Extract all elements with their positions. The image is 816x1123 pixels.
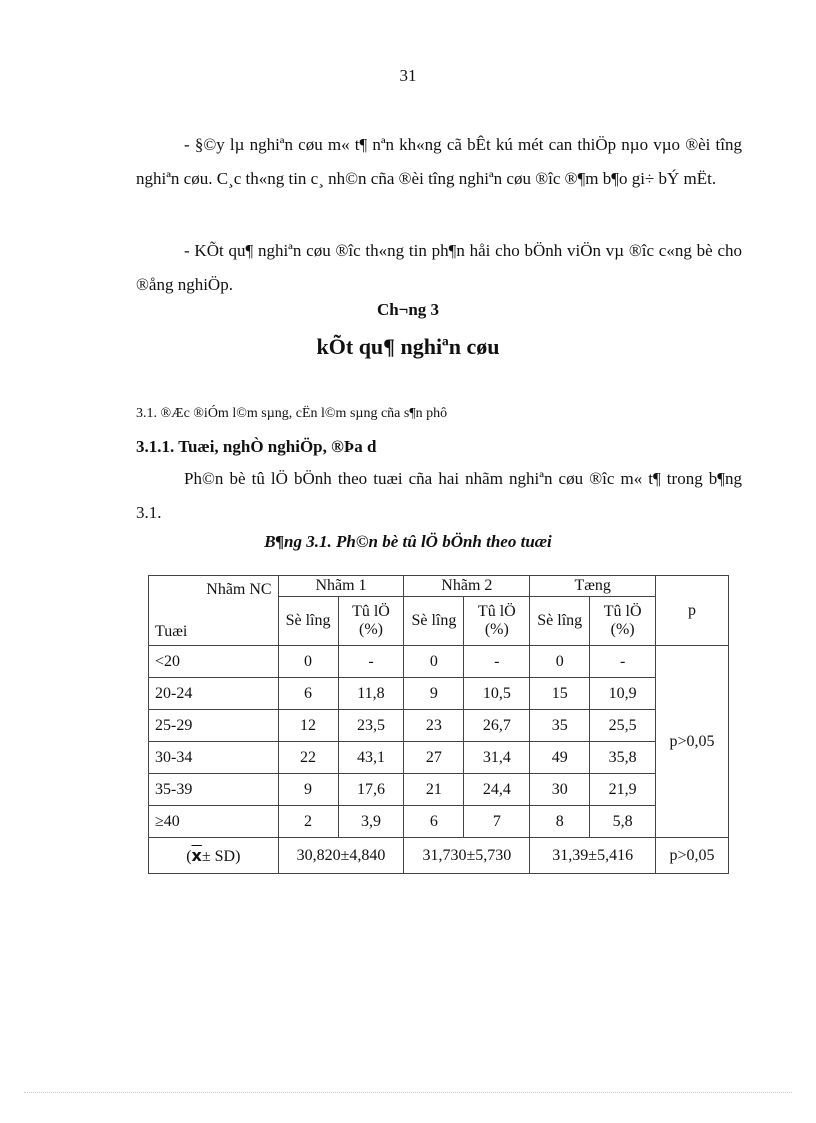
cell: 9 bbox=[278, 774, 338, 806]
corner-age-label: Tuæi bbox=[155, 622, 188, 640]
age-label: 35-39 bbox=[149, 774, 279, 806]
cell: 21 bbox=[404, 774, 464, 806]
chapter-label: Ch¬ng 3 bbox=[376, 300, 440, 319]
paragraph-ethics-2: - KÕt qu¶ nghiªn cøu ®îc th«ng tin ph¶n håi cho bÖnh viÖn vµ ®îc c«ng bè cho ®ång nghiÖp. bbox=[136, 241, 742, 294]
table-row bbox=[149, 806, 729, 838]
mean-value-group-1: 30,820±4,840 bbox=[278, 838, 404, 874]
cell: 12 bbox=[278, 710, 338, 742]
cell: 30 bbox=[530, 774, 590, 806]
cell: 49 bbox=[530, 742, 590, 774]
sub-header-count: Sè lîng bbox=[530, 597, 590, 646]
age-label: <20 bbox=[149, 646, 279, 678]
sub-header-pct: Tû lÖ (%) bbox=[338, 597, 404, 646]
age-label: 30-34 bbox=[149, 742, 279, 774]
cell: - bbox=[590, 646, 656, 678]
cell: 27 bbox=[404, 742, 464, 774]
cell: 8 bbox=[530, 806, 590, 838]
sub-header-pct: Tû lÖ (%) bbox=[464, 597, 530, 646]
cell: 21,9 bbox=[590, 774, 656, 806]
table-row bbox=[149, 710, 729, 742]
cell: 7 bbox=[464, 806, 530, 838]
cell: 24,4 bbox=[464, 774, 530, 806]
age-distribution-table bbox=[148, 575, 729, 874]
mean-value-total: 31,39±5,416 bbox=[530, 838, 656, 874]
cell: 23,5 bbox=[338, 710, 404, 742]
paragraph-table-intro: Ph©n bè tû lÖ bÖnh theo tuæi cña hai nhãm nghiªn cøu ®îc m« t¶ trong b¶ng 3.1. bbox=[136, 469, 742, 522]
age-label: 25-29 bbox=[149, 710, 279, 742]
cell: 0 bbox=[530, 646, 590, 678]
corner-group-label: Nhãm NC bbox=[206, 580, 272, 598]
cell: 43,1 bbox=[338, 742, 404, 774]
cell: 9 bbox=[404, 678, 464, 710]
cell: 22 bbox=[278, 742, 338, 774]
cell: 6 bbox=[404, 806, 464, 838]
cell: 5,8 bbox=[590, 806, 656, 838]
footer-dotted-line bbox=[24, 1092, 792, 1093]
cell: 11,8 bbox=[338, 678, 404, 710]
group-header-1: Nhãm 1 bbox=[278, 576, 404, 597]
cell: - bbox=[464, 646, 530, 678]
table-corner-header bbox=[149, 576, 279, 646]
p-header: p bbox=[656, 576, 729, 646]
cell: 15 bbox=[530, 678, 590, 710]
cell: 25,5 bbox=[590, 710, 656, 742]
cell: 10,5 bbox=[464, 678, 530, 710]
chapter-title: kÕt qu¶ nghiªn cøu bbox=[316, 334, 500, 359]
cell: 3,9 bbox=[338, 806, 404, 838]
cell: 23 bbox=[404, 710, 464, 742]
group-header-2: Nhãm 2 bbox=[404, 576, 530, 597]
cell: 35 bbox=[530, 710, 590, 742]
table-row-mean bbox=[149, 838, 729, 874]
table-caption: B¶ng 3.1. Ph©n bè tû lÖ bÖnh theo tuæi bbox=[264, 532, 552, 551]
table-row bbox=[149, 774, 729, 806]
cell: 0 bbox=[278, 646, 338, 678]
mean-sd-label: $(\overline{x}\pm SD)$ bbox=[149, 838, 279, 874]
table-row bbox=[149, 646, 729, 678]
p-value-mean: p>0,05 bbox=[656, 838, 729, 874]
p-value-rows: p>0,05 bbox=[656, 646, 729, 838]
cell: 2 bbox=[278, 806, 338, 838]
cell: 0 bbox=[404, 646, 464, 678]
page-number: 31 bbox=[399, 66, 417, 85]
section-heading: 3.1. ®Æc ®iÓm l©m sµng, cËn l©m sµng cña s¶n phô bbox=[136, 406, 448, 421]
table-row bbox=[149, 678, 729, 710]
sub-header-count: Sè lîng bbox=[404, 597, 464, 646]
cell: 26,7 bbox=[464, 710, 530, 742]
x-bar-symbol: $\overline{x}$ bbox=[191, 845, 202, 865]
cell: 6 bbox=[278, 678, 338, 710]
mean-sd-label-rest: ± SD) bbox=[201, 847, 241, 865]
cell: 17,6 bbox=[338, 774, 404, 806]
table-row bbox=[149, 742, 729, 774]
cell: 35,8 bbox=[590, 742, 656, 774]
subsection-heading: 3.1.1. Tuæi, nghÒ nghiÖp, ®Þa d bbox=[136, 437, 377, 456]
age-label: ≥40 bbox=[149, 806, 279, 838]
sub-header-pct: Tû lÖ (%) bbox=[590, 597, 656, 646]
cell: 10,9 bbox=[590, 678, 656, 710]
cell: 31,4 bbox=[464, 742, 530, 774]
sub-header-count: Sè lîng bbox=[278, 597, 338, 646]
cell: - bbox=[338, 646, 404, 678]
mean-value-group-2: 31,730±5,730 bbox=[404, 838, 530, 874]
age-label: 20-24 bbox=[149, 678, 279, 710]
paragraph-ethics-1: - §©y lµ nghiªn cøu m« t¶ nªn kh«ng cã bÊt kú mét can thiÖp nµo vµo ®èi tîng nghiªn cøu. C¸c th«ng tin c¸ nh©n cña ®èi tîng nghiªn cøu ®îc ®¶m b¶o gi÷ bÝ mËt. bbox=[136, 135, 742, 188]
group-header-total: Tæng bbox=[530, 576, 656, 597]
